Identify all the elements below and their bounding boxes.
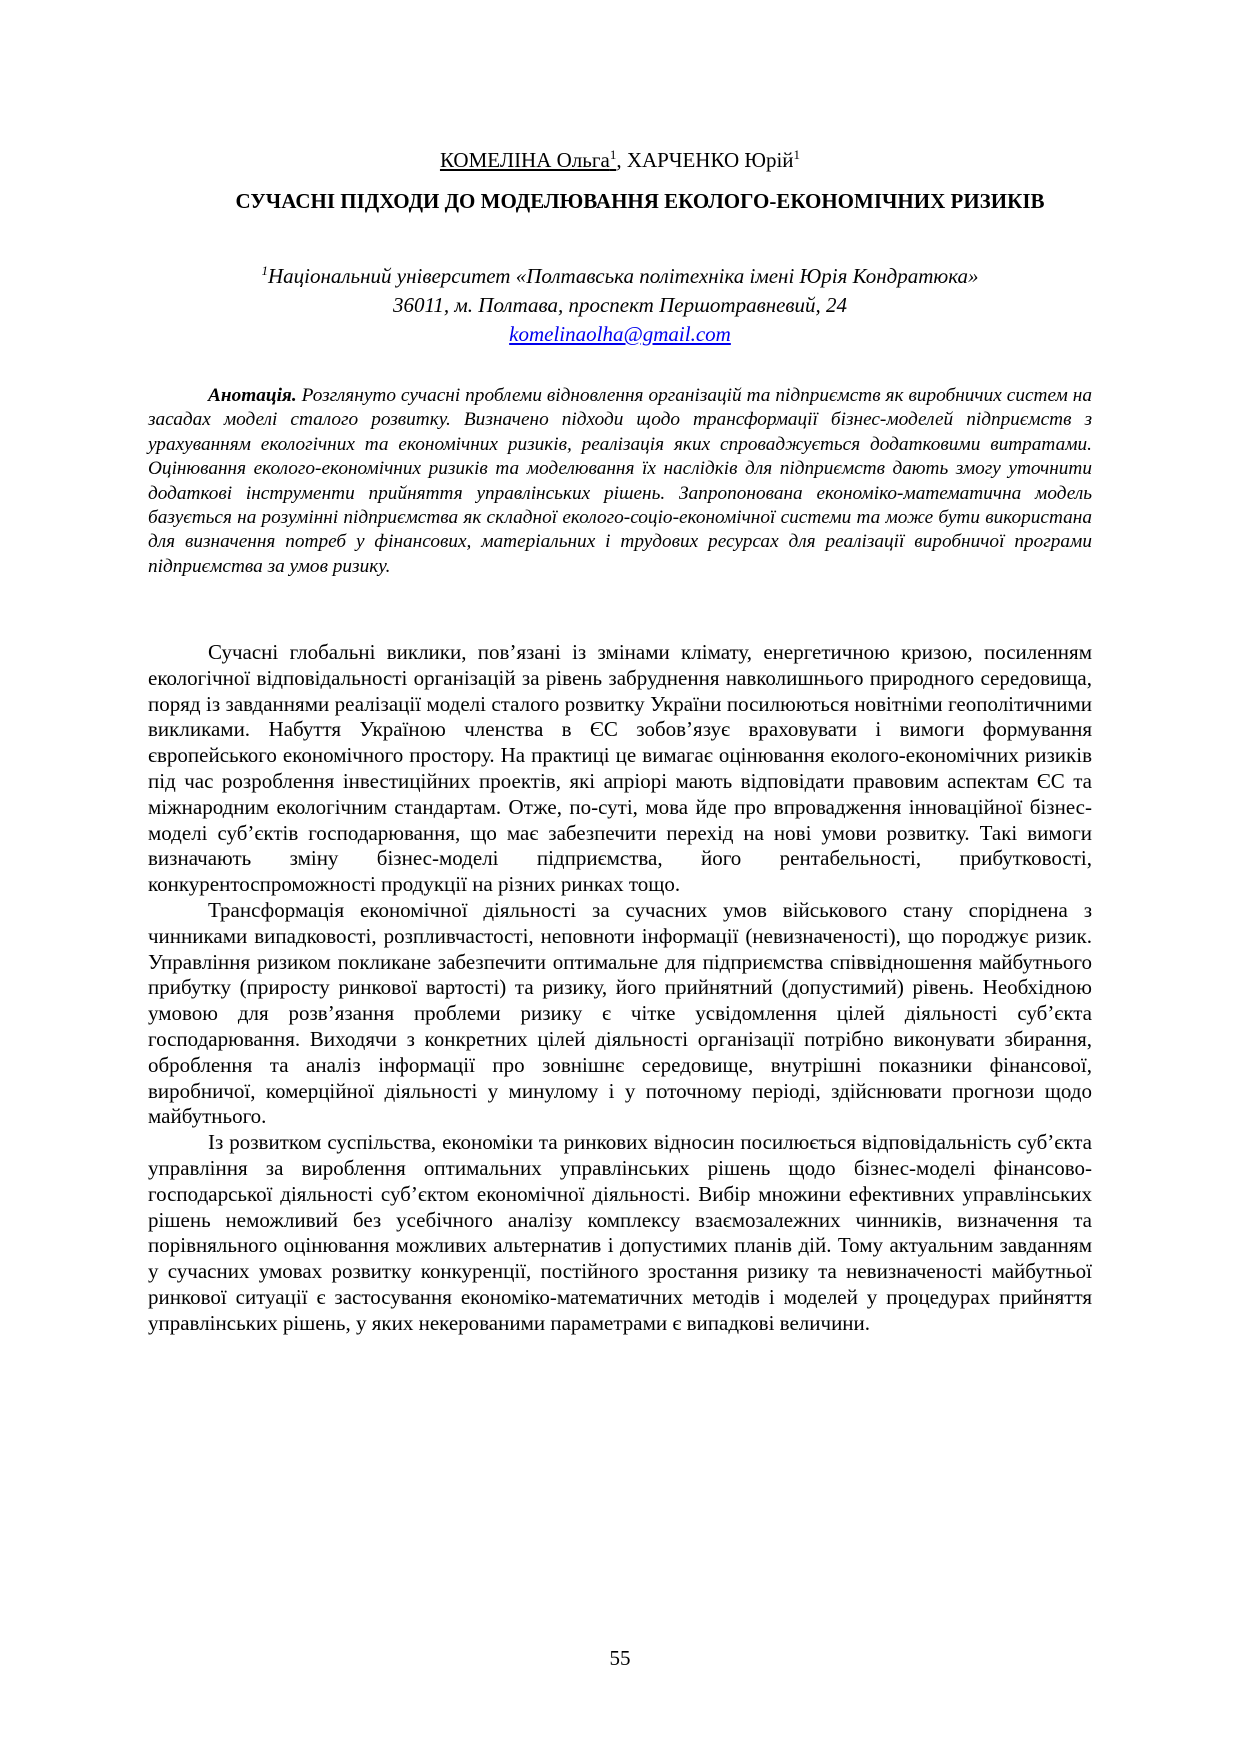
institution-line: [150, 262, 1090, 291]
abstract-label: Анотація.: [208, 385, 297, 406]
page-number: 55: [609, 1646, 631, 1670]
author2-name: ХАРЧЕНКО Юрій: [626, 148, 794, 172]
author2-affil-sup: 1: [793, 147, 801, 162]
paragraph: Трансформація економічної діяльності за сучасних умов військового стану споріднена з чинниками випадковості, розпливчастості, неповноти інформації (невизначеності), що породжує ризик. Управління ризиком покликане забезпечити оптимальне для підприємства співвідношення майбутнього прибутку (приросту ринкової вартості) та ризику, його прийнятний (допустимий) рівень. Необхідною умовою для розв’язання проблеми ризику є чітке усвідомлення цілей діяльності суб’єкта господарювання. Виходячи з конкретних цілей діяльності організації потрібно виконувати збирання, оброблення та аналіз інформації про зовнішнє середовище, внутрішні показники фінансової, виробничої, комерційної діяльності у минулому і у поточному періоді, здійснювати прогнози щодо майбутнього.: [148, 897, 1092, 1129]
address-line: 36011, м. Полтава, проспект Першотравневий, 24: [392, 293, 848, 317]
author1-affil-sup: 1: [609, 147, 617, 162]
paper-title: СУЧАСНІ ПІДХОДИ ДО МОДЕЛЮВАННЯ ЕКОЛОГО-ЕКОНОМІЧНИХ РИЗИКІВ: [235, 189, 1045, 213]
paragraph: Із розвитком суспільства, економіки та ринкових відносин посилюється відповідальність суб’єкта управління за вироблення оптимальних управлінських рішень щодо бізнес-моделі фінансово-господарської діяльності суб’єктом економічної діяльності. Вибір множини ефективних управлінських рішень неможливий без усебічного аналізу комплексу взаємозалежних чинників, визначення та порівняльного оцінювання можливих альтернатив і допустимих планів дій. Тому актуальним завданням у сучасних умовах розвитку конкуренції, постійного зростання ризику та невизначеності майбутньої ринкової ситуації є застосування економіко-математичних методів і моделей у процедурах прийняття управлінських рішень, у яких некерованими параметрами є випадкові величини.: [148, 1130, 1092, 1335]
abstract-text: Розглянуто сучасні проблеми відновлення організацій та підприємств як виробничих систем на засадах моделі сталого розвитку. Визначено підходи щодо трансформації бізнес-моделей підприємств з урахуванням екологічних та економічних ризиків, реалізація яких спроваджується додатковими витратами. Оцінювання еколого-економічних ризиків та моделювання їх наслідків для підприємств дають змогу уточнити додаткові інструменти прийняття управлінських рішень. Запропонована економіко-математична модель базується на розумінні підприємства як складної еколого-соціо-економічної системи та може бути використана для визначення потреб у фінансових, матеріальних і трудових ресурсах для реалізації виробничої програми підприємства за умов ризику.: [148, 385, 1092, 577]
affiliation-block: [150, 262, 1090, 349]
authors-line: [0, 148, 1240, 173]
author-separator: ,: [616, 148, 627, 172]
affil-sup: 1: [261, 263, 268, 278]
abstract: [148, 384, 1092, 579]
body-text: [148, 640, 1092, 1337]
author1-name: КОМЕЛІНА Ольга: [439, 148, 610, 172]
author-komelina: [440, 148, 616, 172]
paragraph: Сучасні глобальні виклики, пов’язані із змінами клімату, енергетичною кризою, посиленням екологічної відповідальності організацій за рівень забруднення навколишнього природного середовища, поряд із завданнями реалізації моделі сталого розвитку України посилюються новітніми геополітичними викликами. Набуття Україною членства в ЄС зобов’язує враховувати і вимоги формування європейського економічного простору. На практиці це вимагає оцінювання еколого-економічних ризиків під час розроблення інвестиційних проектів, які апріорі мають відповідати правовим аспектам ЄС та міжнародним екологічним стандартам. Отже, по-суті, мова йде про впровадження інноваційної бізнес-моделі суб’єктів господарювання, що має забезпечити перехід на нові умови розвитку. Такі вимоги визначають зміну бізнес-моделі підприємства, його рентабельності, прибутковості, конкурентоспроможності продукції на різних ринках тощо.: [148, 640, 1092, 897]
institution-name: Національний університет «Полтавська політехніка імені Юрія Кондратюка»: [267, 264, 979, 288]
email-link[interactable]: komelinaolha@gmail.com: [509, 322, 731, 346]
